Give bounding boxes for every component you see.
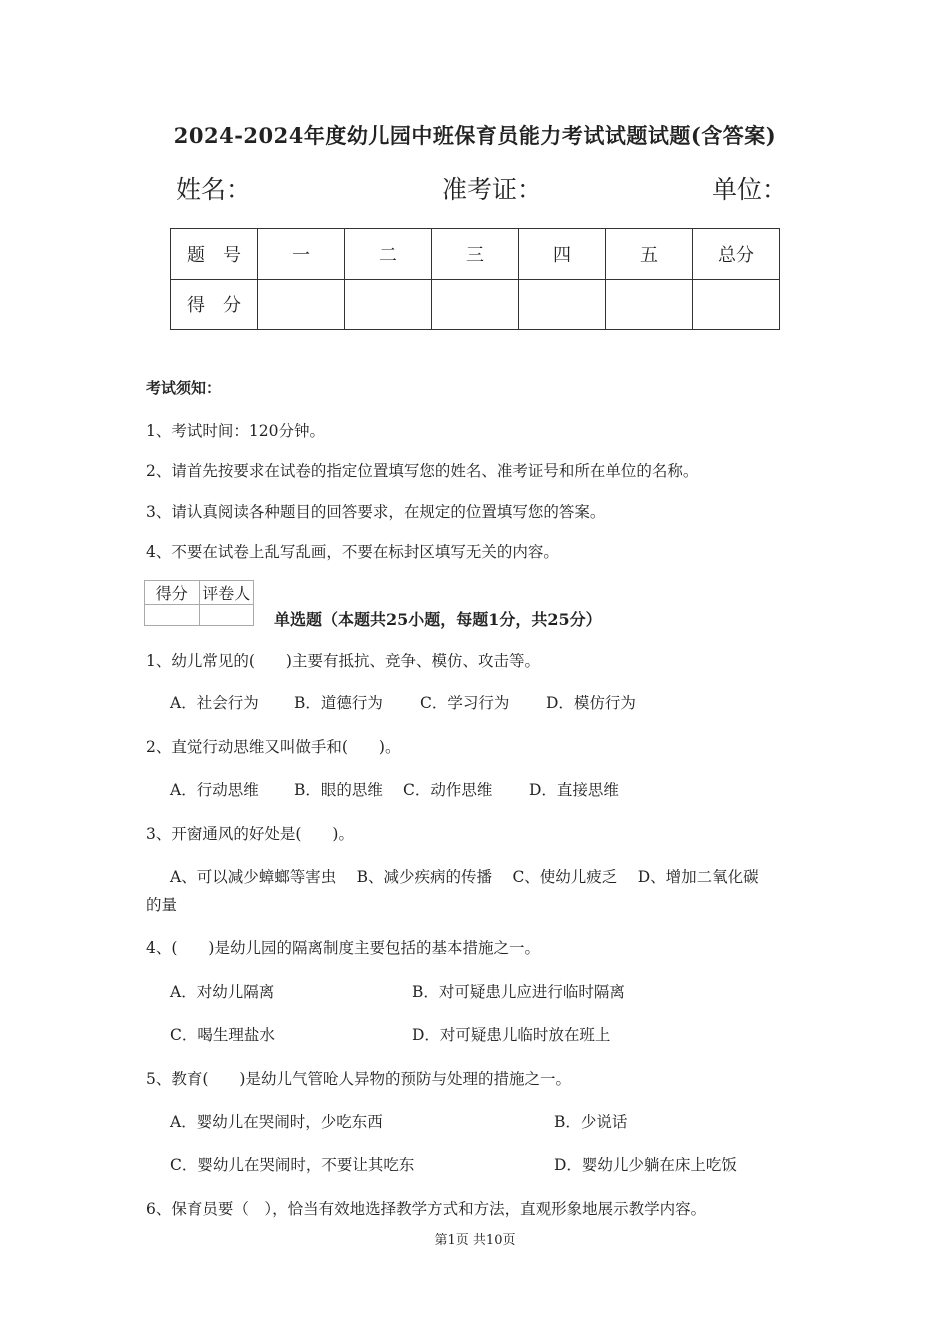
question-text: 4、( )是幼儿园的隔离制度主要包括的基本措施之一。 [146, 939, 540, 957]
option-d[interactable]: D．婴幼儿少躺在床上吃饭 [554, 1156, 737, 1174]
notice-heading: 考试须知： [146, 379, 222, 397]
score-cell[interactable] [258, 279, 345, 330]
option-b[interactable]: B．眼的思维 [294, 781, 383, 799]
score-row-label: 得 分 [171, 279, 258, 330]
option-a[interactable]: A．行动思维 [170, 781, 259, 799]
exam-number-field-label: 准考证： [442, 175, 543, 204]
option-a[interactable]: A．婴幼儿在哭闹时，少吃东西 [170, 1113, 383, 1131]
score-table-header: 二 [345, 229, 432, 280]
score-table-header-row [171, 229, 780, 280]
options-line-continued: 的量 [146, 896, 178, 914]
score-cell[interactable] [519, 279, 606, 330]
page-footer: 第1页 共10页 [434, 1233, 516, 1248]
notice-item: 4、不要在试卷上乱写乱画，不要在标封区填写无关的内容。 [146, 543, 559, 561]
score-table [170, 228, 780, 330]
question-text: 2、直觉行动思维又叫做手和( )。 [146, 738, 401, 756]
grader-box-grader-cell[interactable] [199, 605, 254, 626]
score-table-header: 五 [606, 229, 693, 280]
option-c[interactable]: C．动作思维 [403, 781, 493, 799]
score-cell[interactable] [345, 279, 432, 330]
option-b[interactable]: B．少说话 [554, 1113, 628, 1131]
notice-item: 2、请首先按要求在试卷的指定位置填写您的姓名、准考证号和所在单位的名称。 [146, 462, 699, 480]
unit-field-label: 单位： [712, 175, 788, 204]
option-a[interactable]: A．社会行为 [170, 694, 259, 712]
question-text: 6、保育员要（ ），恰当有效地选择教学方式和方法，直观形象地展示教学内容。 [146, 1200, 707, 1218]
score-table-header: 题 号 [171, 229, 258, 280]
score-table-header: 一 [258, 229, 345, 280]
score-table-header: 四 [519, 229, 606, 280]
score-table-score-row [171, 279, 780, 330]
name-field-label: 姓名： [176, 175, 252, 204]
score-table-header: 三 [432, 229, 519, 280]
section-title: 单选题（本题共25小题，每题1分，共25分） [274, 610, 602, 629]
grader-box [144, 580, 254, 626]
grader-box-score-cell[interactable] [145, 605, 200, 626]
options-line[interactable]: A、可以减少蟑螂等害虫 B、减少疾病的传播 C、使幼儿疲乏 D、增加二氧化碳 [170, 868, 759, 886]
option-c[interactable]: C．婴幼儿在哭闹时，不要让其吃东 [170, 1156, 415, 1174]
option-d[interactable]: D．对可疑患儿临时放在班上 [412, 1026, 611, 1044]
score-table-header: 总分 [693, 229, 780, 280]
option-d[interactable]: D．模仿行为 [546, 694, 636, 712]
option-c[interactable]: C．喝生理盐水 [170, 1026, 275, 1044]
option-c[interactable]: C．学习行为 [420, 694, 510, 712]
score-cell[interactable] [606, 279, 693, 330]
question-text: 3、开窗通风的好处是( )。 [146, 825, 354, 843]
grader-box-score-label: 得分 [145, 581, 200, 605]
score-cell[interactable] [432, 279, 519, 330]
question-text: 5、教育( )是幼儿气管呛人异物的预防与处理的措施之一。 [146, 1070, 571, 1088]
grader-box-grader-label: 评卷人 [199, 581, 254, 605]
question-text: 1、幼儿常见的( )主要有抵抗、竞争、模仿、攻击等。 [146, 652, 540, 670]
option-b[interactable]: B．对可疑患儿应进行临时隔离 [412, 983, 625, 1001]
score-cell[interactable] [693, 279, 780, 330]
notice-item: 1、考试时间：120分钟。 [146, 422, 325, 440]
option-a[interactable]: A．对幼儿隔离 [170, 983, 275, 1001]
notice-item: 3、请认真阅读各种题目的回答要求，在规定的位置填写您的答案。 [146, 503, 606, 521]
option-d[interactable]: D．直接思维 [529, 781, 619, 799]
option-b[interactable]: B．道德行为 [294, 694, 383, 712]
exam-title: 2024-2024年度幼儿园中班保育员能力考试试题试题(含答案) [173, 123, 777, 148]
